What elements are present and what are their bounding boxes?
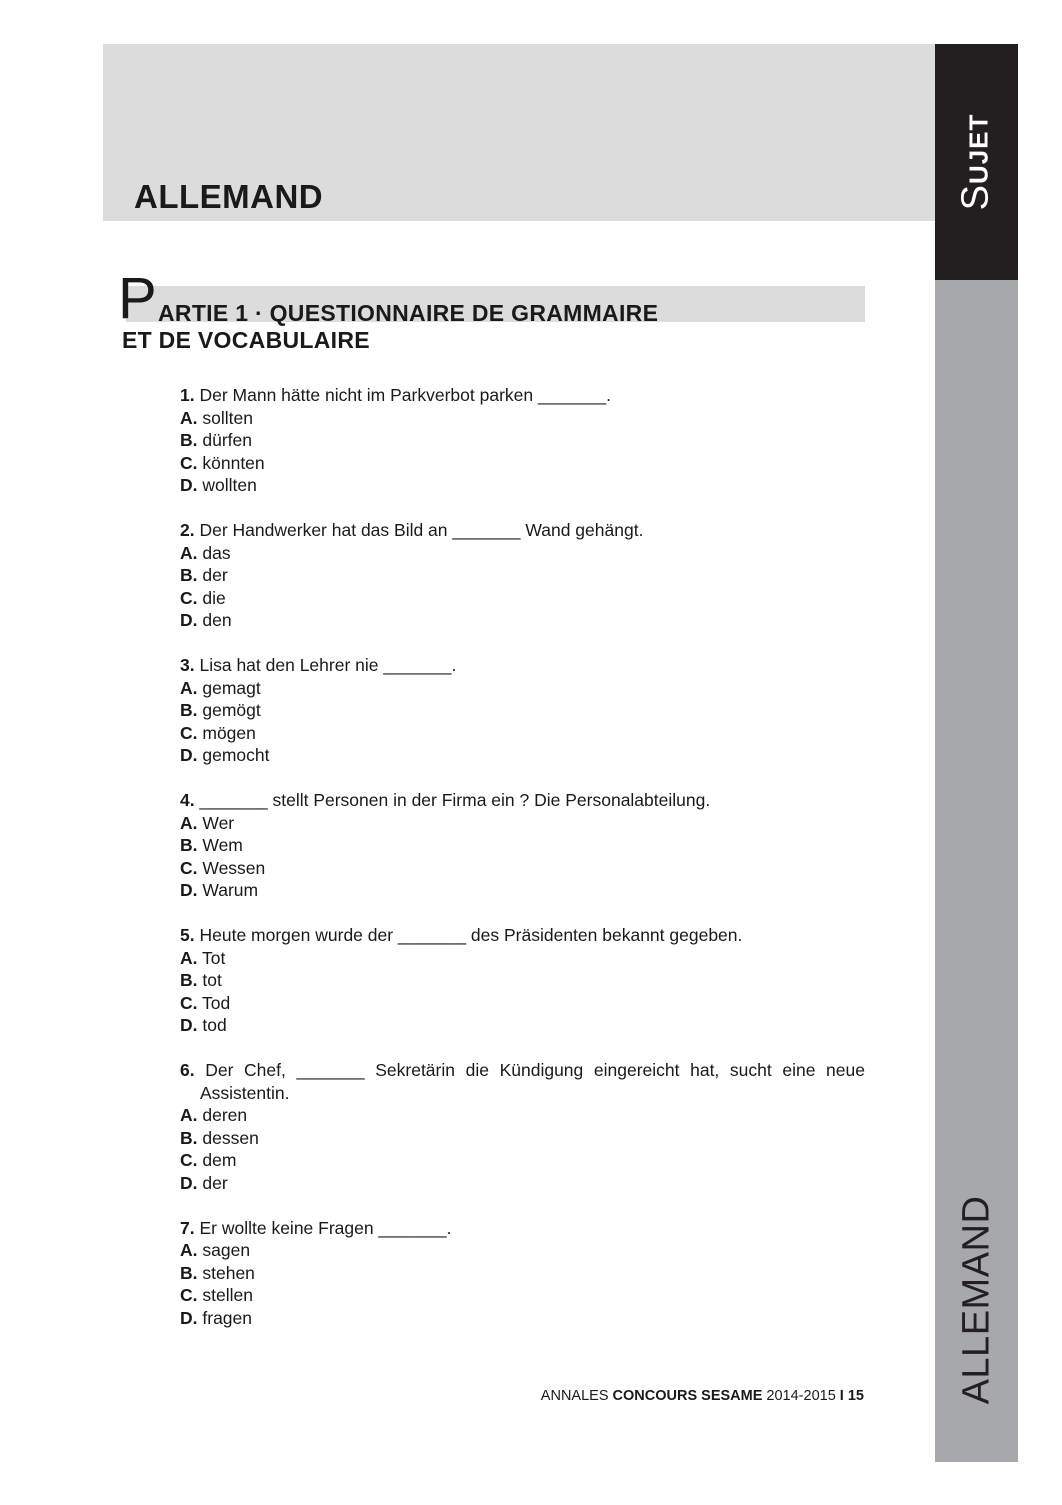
page-title: ALLEMAND [134,178,324,215]
option-d: D. gemocht [180,745,270,765]
footer-years: 2014-2015 [766,1388,836,1404]
question-text [180,1217,865,1240]
option-d: D. fragen [180,1307,252,1328]
footer-prefix: ANNALES [540,1388,609,1404]
question-4 [180,789,865,902]
question-text [180,654,865,677]
question-text [180,1059,865,1104]
question-7 [180,1217,865,1330]
option-c: C. stellen [180,1285,253,1305]
question-prompt: Der Mann hätte nicht im Parkverbot parken _______. [199,385,611,405]
section-title-line1: ARTIE 1 · QUESTIONNAIRE DE GRAMMAIRE [158,300,659,326]
question-prompt: Heute morgen wurde der _______ des Präsidenten bekannt gegeben. [199,925,743,945]
option-b: B. Wem [180,835,243,855]
option-d: D. Warum [180,880,259,900]
option-a: A. sagen [180,1240,251,1260]
option-c: C. Tod [180,992,231,1013]
side-label-sujet [955,114,998,211]
section-initial: P [118,266,157,331]
footer-publication: CONCOURS SESAME [612,1388,763,1404]
page-number: 15 [847,1388,864,1404]
option-b: B. stehen [180,1262,255,1283]
question-text [180,789,865,812]
question-prompt: Der Chef, _______ Sekretärin die Kündigung eingereicht hat, sucht eine neue Assistentin. [200,1060,865,1103]
option-d: D. der [180,1172,228,1193]
side-label-allemand: ALLEMAND [955,1195,998,1405]
question-text [180,519,865,542]
question-text [180,384,865,407]
question-list [180,384,865,1352]
option-a: A. das [180,542,231,563]
question-6 [180,1059,865,1194]
question-number: 7. [180,1217,195,1238]
option-b: B. der [180,565,228,585]
question-number: 6. [180,1060,195,1080]
option-a: A. deren [180,1105,248,1125]
option-a: A. Wer [180,812,235,833]
question-number: 4. [180,790,195,810]
question-number: 3. [180,655,195,675]
question-2 [180,519,865,632]
footer-separator: I [839,1388,844,1404]
question-number: 5. [180,925,195,945]
question-number: 1. [180,385,195,405]
option-c: C. die [180,587,226,608]
option-b: B. gemögt [180,700,261,720]
option-b: B. dürfen [180,430,252,450]
page-footer [541,1388,864,1404]
question-number: 2. [180,520,195,540]
side-label-sujet-rest: UJET [963,113,994,185]
option-a: A. gemagt [180,677,261,698]
question-text [180,924,865,947]
question-prompt: Lisa hat den Lehrer nie _______. [199,655,457,675]
option-d: D. den [180,610,232,630]
question-3 [180,654,865,767]
question-5 [180,924,865,1037]
section-title-line2: ET DE VOCABULAIRE [122,327,370,353]
option-d: D. wollten [180,475,257,495]
option-b: B. tot [180,970,222,990]
question-prompt: Er wollte keine Fragen _______. [199,1217,452,1238]
side-label-sujet-initial: S [954,184,997,211]
question-prompt: _______ stellt Personen in der Firma ein ? Die Personalabteilung. [199,790,711,810]
option-a: A. sollten [180,407,253,428]
option-d: D. tod [180,1015,227,1035]
question-prompt: Der Handwerker hat das Bild an _______ Wand gehängt. [199,520,644,540]
option-b: B. dessen [180,1127,259,1148]
option-c: C. mögen [180,722,256,743]
option-c: C. Wessen [180,857,266,878]
option-a: A. Tot [180,947,226,968]
question-1 [180,384,865,497]
option-c: C. dem [180,1150,237,1170]
option-c: C. könnten [180,452,265,473]
